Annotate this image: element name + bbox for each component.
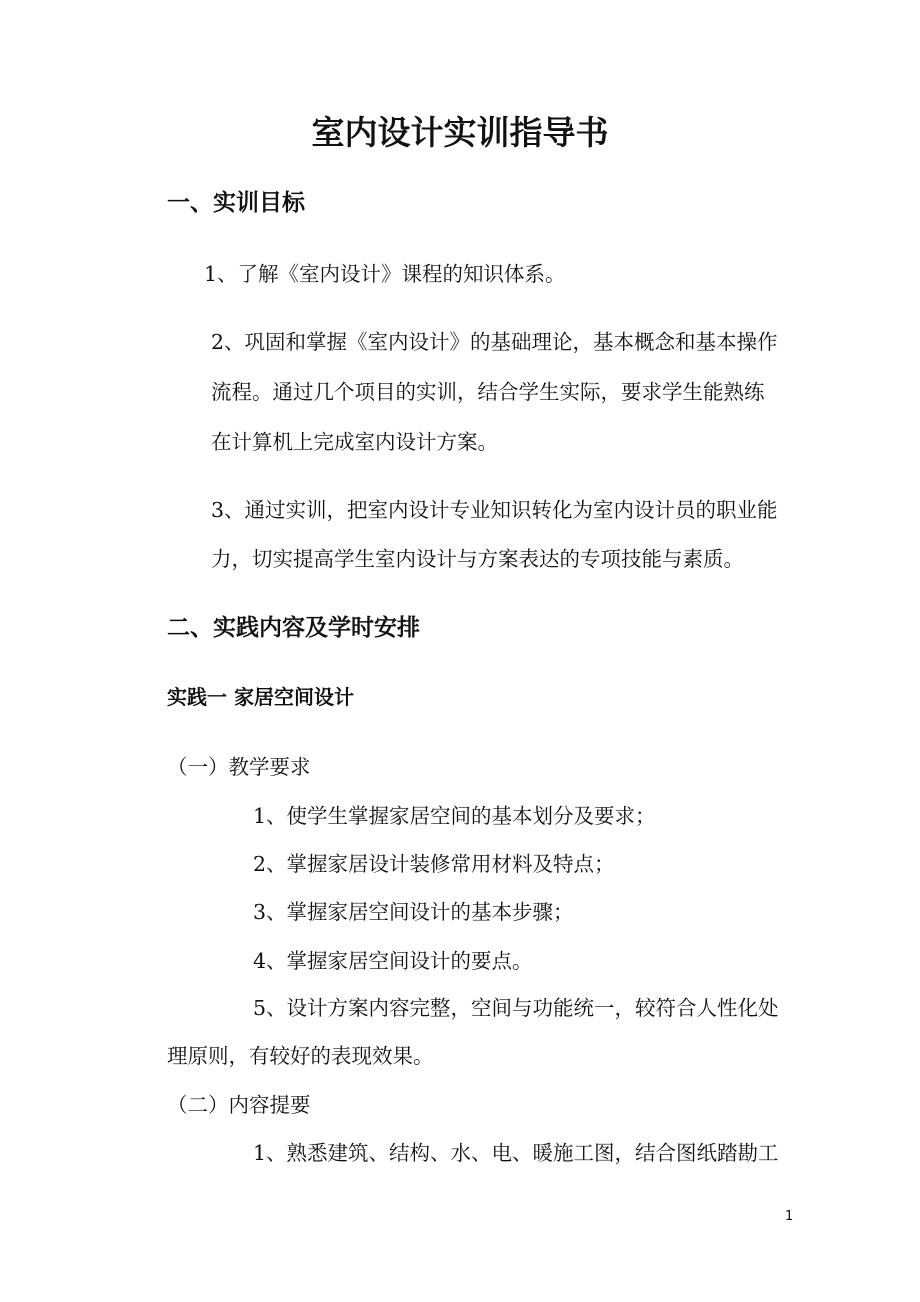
requirement-item-4: 4、掌握家居空间设计的要点。 (253, 949, 533, 973)
content-item-1: 1、熟悉建筑、结构、水、电、暖施工图，结合图纸踏勘工 (253, 1141, 779, 1165)
requirement-item-5-line-2: 理原则，有较好的表现效果。 (167, 1044, 434, 1068)
subheading-content-summary: （二）内容提要 (167, 1093, 311, 1117)
practice-heading-home-space: 实践一 家居空间设计 (167, 685, 354, 709)
section-heading-training-goals: 一、实训目标 (167, 190, 305, 216)
requirement-item-2: 2、掌握家居设计装修常用材料及特点； (253, 852, 615, 876)
goal-item-2-line-2: 流程。通过几个项目的实训，结合学生实际，要求学生能熟练 (211, 380, 765, 404)
subheading-teaching-requirements: （一）教学要求 (167, 755, 311, 779)
requirement-item-5-line-1: 5、设计方案内容完整，空间与功能统一，较符合人性化处 (253, 996, 779, 1020)
requirement-item-3: 3、掌握家居空间设计的基本步骤； (253, 900, 574, 924)
requirement-item-1: 1、使学生掌握家居空间的基本划分及要求； (253, 804, 656, 828)
section-heading-practice-content: 二、实践内容及学时安排 (167, 615, 420, 641)
goal-item-3-line-2: 力，切实提高学生室内设计与方案表达的专项技能与素质。 (211, 547, 744, 571)
document-title: 室内设计实训指导书 (311, 113, 609, 152)
goal-item-1: 1、了解《室内设计》课程的知识体系。 (204, 262, 566, 286)
goal-item-3-line-1: 3、通过实训，把室内设计专业知识转化为室内设计员的职业能 (211, 498, 778, 522)
goal-item-2-line-1: 2、巩固和掌握《室内设计》的基础理论，基本概念和基本操作 (211, 330, 778, 354)
goal-item-2-line-3: 在计算机上完成室内设计方案。 (211, 430, 498, 454)
page-number: 1 (785, 1209, 794, 1224)
